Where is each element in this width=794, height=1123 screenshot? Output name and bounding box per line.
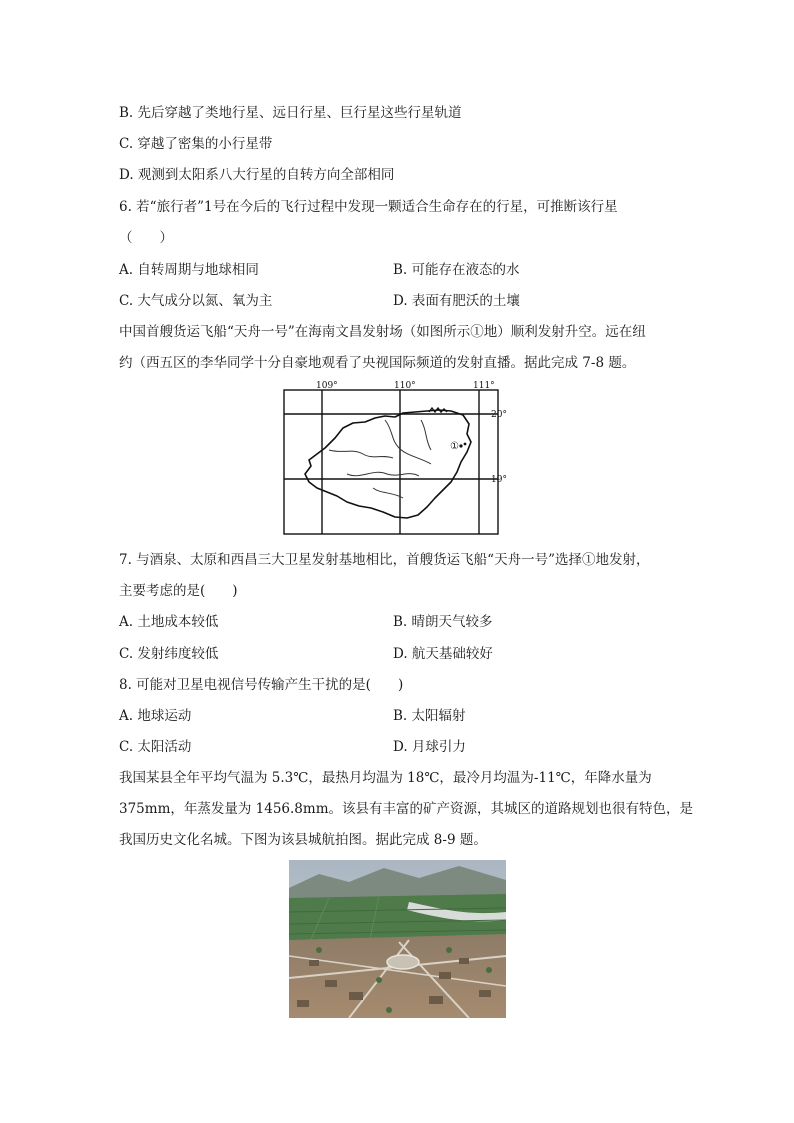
q8-option-d: D. 月球引力 xyxy=(393,739,466,755)
q7-option-c: C. 发射纬度较低 xyxy=(119,646,219,662)
q6-option-b: B. 可能存在液态的水 xyxy=(393,262,520,278)
q5-option-d: D. 观测到太阳系八大行星的自转方向全部相同 xyxy=(119,167,395,183)
q7-stem-line-1: 7. 与酒泉、太原和西昌三大卫星发射基地相比，首艘货运飞船“天舟一号”选择①地发射， xyxy=(119,552,650,568)
q8-option-c: C. 太阳活动 xyxy=(119,739,192,755)
q8-option-b: B. 太阳辐射 xyxy=(393,708,466,724)
passage-1-line-2: 约（西五区的李华同学十分自豪地观看了央视国际频道的发射直播。据此完成 7-8 题。 xyxy=(119,355,636,371)
site-marker-1: ① xyxy=(450,441,459,452)
q7-option-b: B. 晴朗天气较多 xyxy=(393,614,493,630)
q6-option-d: D. 表面有肥沃的土壤 xyxy=(393,293,520,309)
q5-option-b: B. 先后穿越了类地行星、远日行星、巨行星这些行星轨道 xyxy=(119,105,462,121)
q6-stem: 6. 若“旅行者”1号在今后的飞行过程中发现一颗适合生命存在的行星，可推断该行星 xyxy=(119,199,618,215)
q5-option-c: C. 穿越了密集的小行星带 xyxy=(119,136,273,152)
passage-2-line-2: 375mm，年蒸发量为 1456.8mm。该县有丰富的矿产资源，其城区的道路规划也很有特色，是 xyxy=(119,801,693,817)
lon-label-110: 110° xyxy=(394,381,416,391)
hainan-map xyxy=(281,378,513,540)
lat-label-20: 20° xyxy=(491,410,507,420)
q7-option-d: D. 航天基础较好 xyxy=(393,646,493,662)
county-aerial-photo xyxy=(289,860,506,1018)
q7-option-a: A. 土地成本较低 xyxy=(119,614,219,630)
q6-option-c: C. 大气成分以氮、氧为主 xyxy=(119,293,273,309)
q7-stem-line-2: 主要考虑的是( ) xyxy=(119,583,238,599)
passage-2-line-3: 我国历史文化名城。下图为该县城航拍图。据此完成 8-9 题。 xyxy=(119,832,487,848)
passage-1-line-1: 中国首艘货运飞船“天舟一号”在海南文昌发射场（如图所示①地）顺利发射升空。远在纽 xyxy=(119,324,646,340)
q6-option-a: A. 自转周期与地球相同 xyxy=(119,262,259,278)
q8-option-a: A. 地球运动 xyxy=(119,708,192,724)
lat-label-19: 19° xyxy=(491,475,507,485)
lon-label-111: 111° xyxy=(473,381,495,391)
passage-2-line-1: 我国某县全年平均气温为 5.3℃，最热月均温为 18℃，最冷月均温为-11℃，年降水量为 xyxy=(119,770,652,786)
q6-answer-paren: （ ） xyxy=(119,230,173,246)
lon-label-109: 109° xyxy=(316,381,338,391)
q8-stem: 8. 可能对卫星电视信号传输产生干扰的是( ) xyxy=(119,677,404,693)
